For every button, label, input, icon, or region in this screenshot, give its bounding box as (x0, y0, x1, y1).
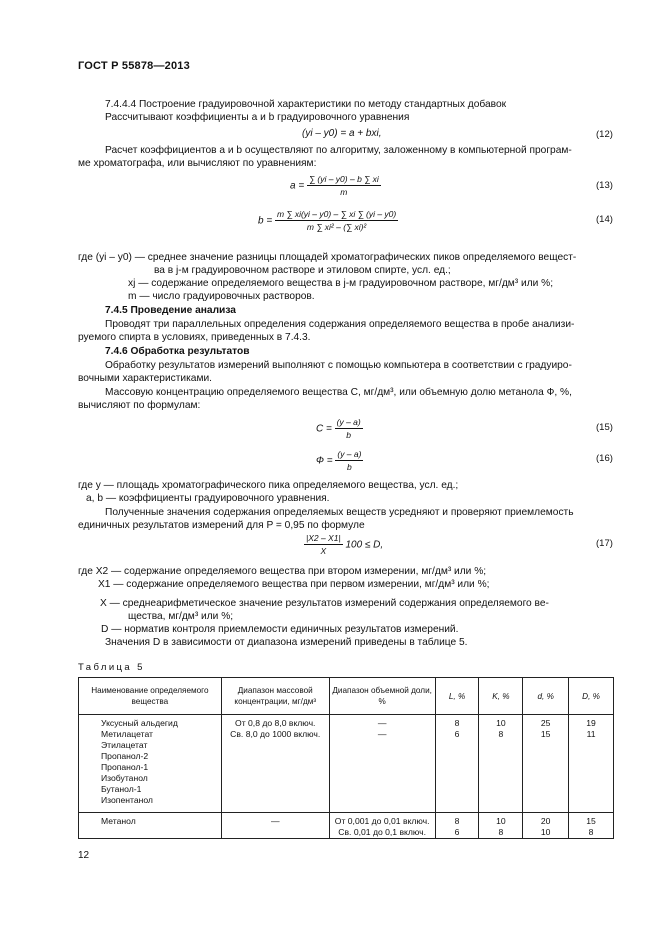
equation-17-fraction (304, 533, 343, 557)
paragraph-line: единичных результатов измерений для P = 0,95 по формуле (78, 520, 365, 531)
equation-13-numerator: ∑ (yi – y0) – b ∑ xi (308, 174, 379, 184)
d-cell (523, 715, 569, 813)
equation-17-number: (17) (596, 538, 613, 549)
paragraph-line: Расчет коэффициентов a и b осуществляют по алгоритму, заложенному в компьютерной програм- (105, 145, 572, 156)
paragraph-line: вычисляют по формулам: (78, 400, 201, 411)
equation-14-denominator: m ∑ xi² – (∑ xi)² (306, 222, 367, 232)
equation-14-numerator: m ∑ xi(yi – y0) – ∑ xi ∑ (yi – y0) (276, 209, 397, 219)
equation-15-denominator: b (346, 430, 352, 440)
equation-16-numerator: (y – a) (337, 449, 362, 459)
equation-15 (316, 417, 363, 441)
paragraph-line: Обработку результатов измерений выполняют с помощью компьютера в соответствии с градуиро- (105, 360, 572, 371)
d-cell (523, 813, 569, 839)
equation-16-fraction (335, 449, 363, 473)
equation-14-number: (14) (596, 214, 613, 225)
table-header-row (79, 678, 614, 715)
d-value: 15 (540, 729, 551, 739)
d-value: 10 (540, 827, 551, 837)
section-7444-title: 7.4.4.4 Построение градуировочной характеристики по методу стандартных добавок (105, 99, 507, 110)
D-cell (569, 813, 614, 839)
table-5 (78, 677, 614, 839)
L-value: 8 (454, 718, 460, 728)
equation-17-denominator: X (320, 546, 327, 556)
L-value: 8 (454, 816, 460, 826)
volume-range-value: Св. 0,01 до 0,1 включ. (338, 827, 427, 837)
definition-line: ва в j-м градуировочном растворе и этиловом спирте, усл. ед.; (154, 265, 451, 276)
table-caption: Таблица 5 (78, 662, 145, 673)
substance-names-cell (79, 715, 222, 813)
equation-13 (290, 174, 381, 198)
equation-12: (yi – y0) = a + bxi, (302, 128, 382, 139)
K-value: 8 (498, 827, 504, 837)
volume-range-value: От 0,001 до 0,01 включ. (334, 816, 430, 826)
volume-range-cell (329, 813, 435, 839)
equation-15-fraction (335, 417, 363, 441)
substance-name: Бутанол-1 (101, 784, 142, 794)
substance-name: Метанол (101, 816, 136, 826)
definition-line: m — число градуировочных растворов. (128, 291, 315, 302)
volume-range-cell (329, 715, 435, 813)
table-row (79, 813, 614, 839)
mass-range-value: Св. 8,0 до 1000 включ. (230, 729, 321, 739)
mass-range-value: От 0,8 до 8,0 включ. (235, 718, 316, 728)
D-value: 15 (586, 816, 596, 826)
equation-13-denominator: m (340, 187, 348, 197)
equation-14 (258, 209, 398, 233)
substance-names-cell (79, 813, 222, 839)
definition-line: где X2 — содержание определяемого вещества при втором измерении, мг/дм³ или %; (78, 566, 487, 577)
table-header-cell: L, % (435, 678, 479, 715)
paragraph-line: руемого спирта в условиях, приведенных в 7.4.3. (78, 332, 311, 343)
substance-name: Изопентанол (101, 795, 153, 805)
substance-name: Этилацетат (101, 740, 148, 750)
equation-15-number: (15) (596, 422, 613, 433)
equation-13-lhs: a = (290, 180, 305, 192)
table-row (79, 715, 614, 813)
K-value: 8 (498, 729, 504, 739)
definition-line: xj — содержание определяемого вещества в j-м градуировочном растворе, мг/дм³ или %; (128, 278, 554, 289)
volume-range-value: — (377, 718, 387, 728)
table-header-cell: Наименование определяемого вещества (79, 678, 222, 715)
table-header-cell: K, % (479, 678, 523, 715)
d-value: 25 (540, 718, 551, 728)
table-header-cell: D, % (569, 678, 614, 715)
substance-name: Метилацетат (101, 729, 153, 739)
mass-range-cell (221, 813, 329, 839)
table-header-cell: Диапазон массовой концентрации, мг/дм³ (221, 678, 329, 715)
equation-17-rhs: 100 ≤ D, (345, 539, 384, 551)
paragraph-line: Значения D в зависимости от диапазона измерений приведены в таблице 5. (105, 637, 468, 648)
L-value: 6 (454, 827, 460, 837)
d-value: 20 (540, 816, 551, 826)
L-cell (435, 813, 479, 839)
D-value: 19 (586, 718, 596, 728)
K-value: 10 (496, 718, 506, 728)
substance-name: Пропанол-1 (101, 762, 149, 772)
mass-range-cell (221, 715, 329, 813)
definition-line: X1 — содержание определяемого вещества при первом измерении, мг/дм³ или %; (98, 579, 490, 590)
equation-15-lhs: C = (316, 423, 332, 435)
L-cell (435, 715, 479, 813)
volume-range-value: — (377, 729, 387, 739)
section-745-title: 7.4.5 Проведение анализа (105, 305, 236, 316)
mass-range-value: — (270, 816, 280, 826)
paragraph-line: Полученные значения содержания определяемых веществ усредняют и проверяют приемлемость (105, 507, 574, 518)
definition-line: a, b — коэффициенты градуировочного уравнения. (86, 493, 330, 504)
definition-line: щества, мг/дм³ или %; (128, 611, 234, 622)
equation-17-numerator: |X2 – X1| (306, 533, 341, 543)
equation-14-fraction (275, 209, 398, 233)
definition-line: где y — площадь хроматографического пика определяемого вещества, усл. ед.; (78, 480, 459, 491)
K-value: 10 (496, 816, 506, 826)
section-746-title: 7.4.6 Обработка результатов (105, 346, 250, 357)
D-value: 11 (586, 729, 596, 739)
equation-16-denominator: b (347, 462, 352, 472)
equation-16 (316, 449, 363, 473)
paragraph-line: вочными характеристиками. (78, 373, 212, 384)
equation-12-number: (12) (596, 129, 613, 140)
equation-13-number: (13) (596, 180, 613, 191)
definition-line: D — норматив контроля приемлемости единичных результатов измерений. (101, 624, 459, 635)
equation-16-number: (16) (596, 453, 613, 464)
L-value: 6 (454, 729, 460, 739)
definition-line: где (yi – y0) — среднее значение разницы площадей хроматографических пиков определяемого вещест- (78, 252, 577, 263)
equation-14-lhs: b = (258, 215, 273, 227)
equation-16-lhs: Ф = (316, 455, 333, 467)
K-cell (479, 715, 523, 813)
paragraph-line: Массовую концентрацию определяемого вещества C, мг/дм³, или объемную долю метанола Ф, %, (105, 387, 572, 398)
paragraph-line: Проводят три параллельных определения содержания определяемого вещества в пробе анализи- (105, 319, 575, 330)
D-value: 8 (588, 827, 594, 837)
equation-15-numerator: (y – a) (336, 417, 361, 427)
substance-name: Уксусный альдегид (101, 718, 178, 728)
D-cell (569, 715, 614, 813)
section-7444-line2: Рассчитывают коэффициенты a и b градуировочного уравнения (105, 112, 410, 123)
K-cell (479, 813, 523, 839)
equation-17 (304, 533, 383, 557)
document-header: ГОСТ Р 55878—2013 (78, 60, 190, 72)
table-header-cell: d, % (523, 678, 569, 715)
equation-13-fraction (307, 174, 381, 198)
substance-name: Пропанол-2 (101, 751, 149, 761)
table-header-cell: Диапазон объемной доли, % (329, 678, 435, 715)
page-number: 12 (78, 850, 90, 861)
paragraph-line: ме хроматографа, или вычисляют по уравнениям: (78, 158, 317, 169)
substance-name: Изобутанол (101, 773, 148, 783)
definition-line: X — среднеарифметическое значение результатов измерений содержания определяемого ве- (100, 598, 549, 609)
